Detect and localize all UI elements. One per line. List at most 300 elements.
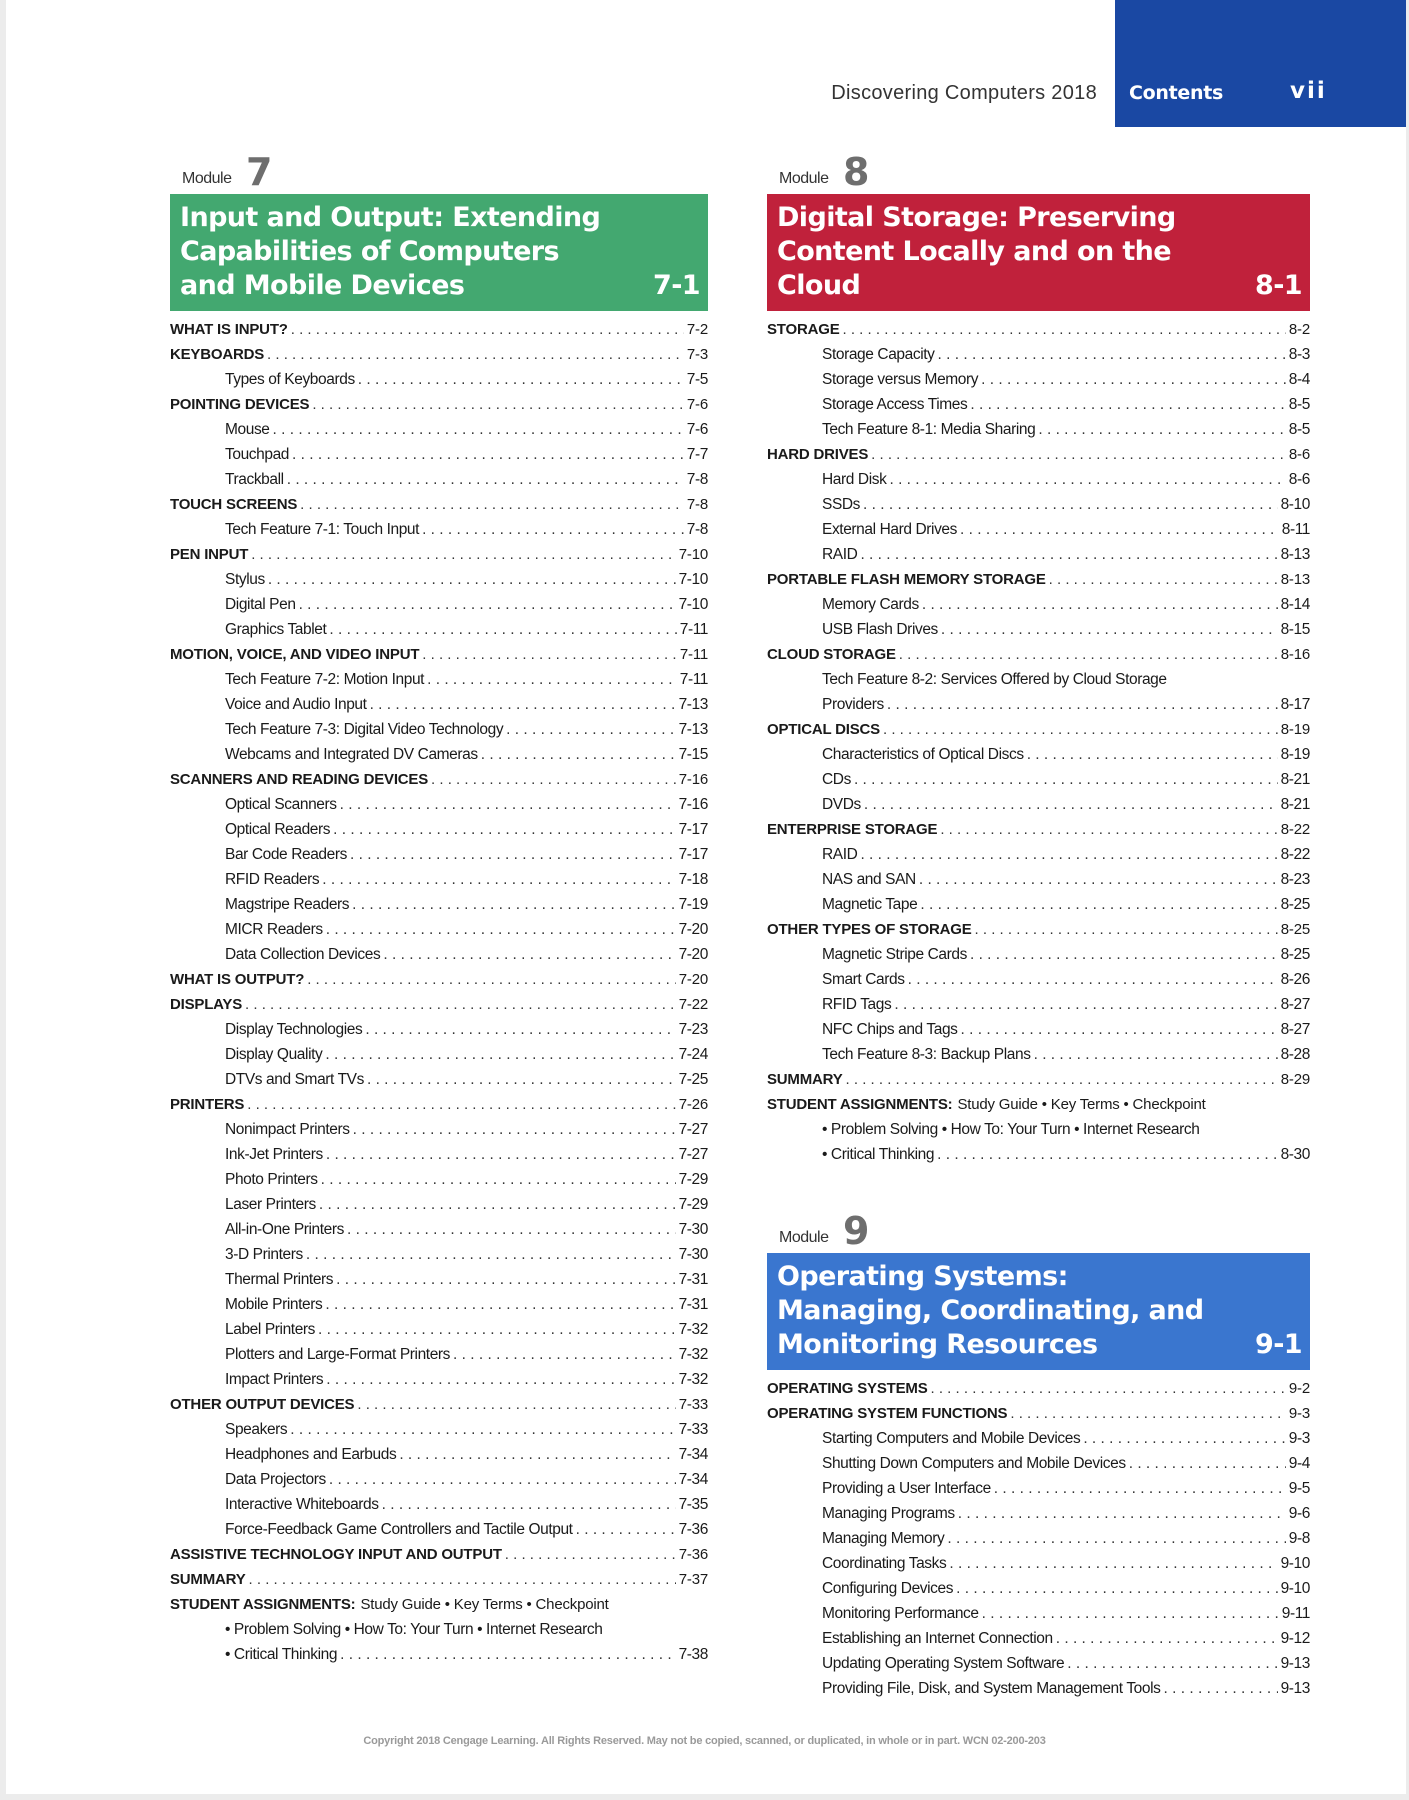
entry-page: 7-6 xyxy=(686,396,708,413)
toc-subsection-entry[interactable] xyxy=(767,1580,1310,1605)
toc-subsection-entry[interactable] xyxy=(767,621,1310,646)
dot-leader xyxy=(350,846,676,864)
entry-page: 8-19 xyxy=(1280,746,1310,763)
dot-leader xyxy=(854,771,1278,789)
entry-page: 8-30 xyxy=(1280,1146,1310,1163)
toc-section-entry[interactable] xyxy=(767,1380,1310,1405)
entry-page: 8-22 xyxy=(1280,821,1310,838)
entry-label: Speakers xyxy=(225,1421,288,1438)
dot-leader xyxy=(1049,571,1278,588)
entry-label: SSDs xyxy=(822,496,861,513)
dot-leader xyxy=(970,396,1285,414)
dot-leader xyxy=(367,1071,676,1089)
dot-leader xyxy=(326,921,676,939)
entry-page: 7-29 xyxy=(678,1171,708,1188)
toc-subsection-entry[interactable] xyxy=(170,721,708,746)
entry-label: CLOUD STORAGE xyxy=(767,646,896,663)
entry-page: 7-20 xyxy=(678,971,708,988)
entry-label: Monitoring Performance xyxy=(822,1605,979,1622)
dot-leader xyxy=(1129,1455,1286,1473)
dot-leader xyxy=(247,1096,676,1113)
entry-page: 7-10 xyxy=(678,571,708,588)
dot-leader xyxy=(312,396,684,413)
entry-page: 9-12 xyxy=(1280,1630,1310,1647)
entry-label: Optical Scanners xyxy=(225,796,337,813)
dot-leader xyxy=(287,471,684,489)
toc-section-entry[interactable] xyxy=(170,646,708,671)
dot-leader xyxy=(843,321,1286,338)
entry-label: PEN INPUT xyxy=(170,546,249,563)
entry-label: All-in-One Printers xyxy=(225,1221,345,1238)
entry-page: 8-10 xyxy=(1280,496,1310,513)
entry-label: NAS and SAN xyxy=(822,871,916,888)
entry-label: MOTION, VOICE, AND VIDEO INPUT xyxy=(170,646,420,663)
assignments-heading: STUDENT ASSIGNMENTS: xyxy=(170,1596,356,1613)
toc-subsection-entry[interactable] xyxy=(170,371,708,396)
module-title-box[interactable] xyxy=(767,194,1310,311)
toc-section-entry[interactable] xyxy=(170,321,708,346)
toc-subsection-entry[interactable] xyxy=(170,1021,708,1046)
entry-label: Shutting Down Computers and Mobile Devices xyxy=(822,1455,1126,1472)
entry-page: 7-13 xyxy=(678,696,708,713)
entry-page: 7-3 xyxy=(686,346,708,363)
entry-label: WHAT IS OUTPUT? xyxy=(170,971,305,988)
entry-page: 8-23 xyxy=(1280,871,1310,888)
module-label xyxy=(170,150,708,194)
entry-label: Tech Feature 7-1: Touch Input xyxy=(225,521,420,538)
toc-section-entry[interactable] xyxy=(767,321,1310,346)
toc-subsection-entry[interactable] xyxy=(170,571,708,596)
entry-page: 9-5 xyxy=(1288,1480,1310,1497)
toc-section-entry[interactable] xyxy=(170,996,708,1021)
toc-subsection-entry[interactable] xyxy=(170,846,708,871)
dot-leader xyxy=(982,1605,1279,1623)
entry-page: 9-3 xyxy=(1288,1405,1310,1422)
entry-page: 9-2 xyxy=(1288,1380,1310,1397)
toc-subsection-entry[interactable] xyxy=(170,1346,708,1371)
toc-subsection-entry[interactable] xyxy=(767,396,1310,421)
toc-subsection-entry[interactable] xyxy=(170,1146,708,1171)
entry-page: 7-32 xyxy=(678,1321,708,1338)
entry-page: 9-11 xyxy=(1281,1605,1310,1622)
toc-subsection-entry[interactable] xyxy=(767,1430,1310,1455)
page-number: vii xyxy=(1290,78,1327,104)
toc-section-entry[interactable] xyxy=(767,721,1310,746)
entry-label: Webcams and Integrated DV Cameras xyxy=(225,746,478,763)
toc-subsection-entry[interactable] xyxy=(767,871,1310,896)
entry-page: 8-26 xyxy=(1280,971,1310,988)
entry-page: 8-3 xyxy=(1288,346,1310,363)
entry-label: Photo Printers xyxy=(225,1171,318,1188)
module-7-column xyxy=(170,150,708,1671)
toc-subsection-entry[interactable] xyxy=(170,1321,708,1346)
toc-subsection-entry[interactable] xyxy=(767,896,1310,921)
entry-label: Optical Readers xyxy=(225,821,331,838)
toc-subsection-entry[interactable] xyxy=(170,871,708,896)
entry-label: Managing Programs xyxy=(822,1505,955,1522)
toc-subsection-entry[interactable] xyxy=(767,1021,1310,1046)
dot-leader xyxy=(863,496,1278,514)
entry-page: 8-13 xyxy=(1280,546,1310,563)
entry-label: DISPLAYS xyxy=(170,996,243,1013)
dot-leader xyxy=(453,1346,676,1364)
module-word: Module xyxy=(779,170,829,187)
entry-label: SUMMARY xyxy=(170,1571,246,1588)
dot-leader xyxy=(422,521,684,539)
entry-page: 7-2 xyxy=(686,321,708,338)
toc-section-entry[interactable] xyxy=(767,1071,1310,1096)
dot-leader xyxy=(1010,1405,1286,1422)
toc-subsection-entry[interactable] xyxy=(767,371,1310,396)
toc-subsection-entry[interactable] xyxy=(767,546,1310,571)
dot-leader xyxy=(961,1021,1278,1039)
dot-leader xyxy=(956,1580,1277,1598)
entry-page: 7-35 xyxy=(678,1496,708,1513)
dot-leader xyxy=(883,721,1278,738)
toc-subsection-entry[interactable] xyxy=(767,1480,1310,1505)
entry-page: 8-25 xyxy=(1280,896,1310,913)
toc-subsection-entry[interactable] xyxy=(767,1455,1310,1480)
dot-leader xyxy=(273,421,684,439)
student-assignments-entry[interactable] xyxy=(170,1596,708,1621)
toc-subsection-entry[interactable] xyxy=(767,746,1310,771)
dot-leader xyxy=(960,521,1279,539)
entry-page: 8-4 xyxy=(1288,371,1310,388)
entry-page: 9-10 xyxy=(1280,1580,1310,1597)
toc-subsection-entry[interactable] xyxy=(170,1071,708,1096)
toc-section-entry[interactable] xyxy=(767,446,1310,471)
toc-subsection-entry[interactable] xyxy=(767,471,1310,496)
contents-tab xyxy=(1115,0,1406,127)
entry-page: 7-17 xyxy=(678,846,708,863)
toc-subsection-entry[interactable] xyxy=(170,1221,708,1246)
entry-page: 7-30 xyxy=(678,1221,708,1238)
dot-leader xyxy=(383,946,675,964)
entry-label: Tech Feature 8-2: Services Offered by Cloud Storage xyxy=(822,671,1167,688)
dot-leader xyxy=(1027,746,1278,764)
dot-leader xyxy=(300,496,684,513)
assignments-continuation[interactable] xyxy=(767,1146,1310,1171)
entry-label: OTHER TYPES OF STORAGE xyxy=(767,921,972,938)
toc-subsection-entry[interactable] xyxy=(767,421,1310,446)
toc-entries xyxy=(170,321,708,1671)
module-word: Module xyxy=(779,1229,829,1246)
toc-section-entry[interactable] xyxy=(170,771,708,796)
dot-leader xyxy=(919,871,1278,889)
entry-page: 9-6 xyxy=(1288,1505,1310,1522)
toc-subsection-entry[interactable] xyxy=(170,696,708,721)
toc-subsection-entry[interactable] xyxy=(767,946,1310,971)
entry-label: POINTING DEVICES xyxy=(170,396,310,413)
dot-leader xyxy=(329,621,676,639)
dot-leader xyxy=(908,971,1278,989)
entry-label: Tech Feature 7-2: Motion Input xyxy=(225,671,425,688)
entry-label: Updating Operating System Software xyxy=(822,1655,1065,1672)
toc-section-entry[interactable] xyxy=(170,396,708,421)
toc-section-entry[interactable] xyxy=(767,646,1310,671)
toc-subsection-entry[interactable] xyxy=(767,1680,1310,1705)
toc-subsection-entry[interactable] xyxy=(170,1046,708,1071)
dot-leader xyxy=(321,1171,676,1189)
entry-page: 7-16 xyxy=(678,796,708,813)
module-number: 9 xyxy=(843,1209,869,1253)
toc-subsection-entry[interactable] xyxy=(170,1121,708,1146)
dot-leader xyxy=(306,1246,676,1264)
dot-leader xyxy=(431,771,676,788)
entry-label: ASSISTIVE TECHNOLOGY INPUT AND OUTPUT xyxy=(170,1546,502,1563)
entry-page: 8-5 xyxy=(1288,396,1310,413)
toc-subsection-entry[interactable] xyxy=(767,796,1310,821)
toc-subsection-entry[interactable] xyxy=(170,471,708,496)
toc-subsection-entry[interactable] xyxy=(767,1630,1310,1655)
entry-page: 7-8 xyxy=(686,521,708,538)
entry-page: 8-27 xyxy=(1280,1021,1310,1038)
toc-subsection-entry[interactable] xyxy=(170,1196,708,1221)
toc-subsection-entry[interactable] xyxy=(767,1605,1310,1630)
dot-leader xyxy=(864,796,1278,814)
dot-leader xyxy=(353,1121,676,1139)
dot-leader xyxy=(358,371,684,389)
entry-page: 7-13 xyxy=(678,721,708,738)
dot-leader xyxy=(291,321,684,338)
dot-leader xyxy=(245,996,676,1013)
assignments-line-1: Study Guide • Key Terms • Checkpoint xyxy=(360,1596,609,1613)
dot-leader xyxy=(325,1296,675,1314)
entry-page: 7-24 xyxy=(678,1046,708,1063)
entry-label: Ink-Jet Printers xyxy=(225,1146,323,1163)
toc-subsection-entry[interactable] xyxy=(767,496,1310,521)
entry-label: Digital Pen xyxy=(225,596,296,613)
toc-section-entry[interactable] xyxy=(170,496,708,521)
toc-subsection-entry[interactable] xyxy=(767,971,1310,996)
dot-leader xyxy=(887,696,1278,714)
toc-subsection-entry[interactable] xyxy=(170,421,708,446)
toc-subsection-entry[interactable] xyxy=(170,1271,708,1296)
dot-leader xyxy=(251,546,676,563)
toc-subsection-entry[interactable] xyxy=(767,1046,1310,1071)
toc-subsection-entry[interactable] xyxy=(170,1171,708,1196)
toc-section-entry[interactable] xyxy=(170,1546,708,1571)
dot-leader xyxy=(1038,421,1285,439)
toc-subsection-entry[interactable] xyxy=(170,446,708,471)
toc-subsection-entry[interactable] xyxy=(767,1530,1310,1555)
toc-subsection-entry[interactable] xyxy=(767,696,1310,721)
toc-subsection-entry[interactable] xyxy=(767,671,1310,696)
assignments-line-2: • Problem Solving • How To: Your Turn • Internet Research xyxy=(225,1621,603,1638)
dot-leader xyxy=(481,746,676,764)
toc-section-entry[interactable] xyxy=(170,971,708,996)
entry-label: Smart Cards xyxy=(822,971,905,988)
entry-label: OPERATING SYSTEM FUNCTIONS xyxy=(767,1405,1008,1422)
dot-leader xyxy=(357,1396,675,1413)
toc-section-entry[interactable] xyxy=(170,1096,708,1121)
toc-subsection-entry[interactable] xyxy=(170,896,708,921)
entry-label: Providers xyxy=(822,696,884,713)
entry-page: 7-10 xyxy=(678,546,708,563)
entry-page: 8-17 xyxy=(1280,696,1310,713)
toc-subsection-entry[interactable] xyxy=(170,921,708,946)
dot-leader xyxy=(949,1555,1277,1573)
entry-page: 7-16 xyxy=(678,771,708,788)
student-assignments-entry[interactable] xyxy=(767,1096,1310,1121)
dot-leader xyxy=(981,371,1286,389)
entry-label: Laser Printers xyxy=(225,1196,316,1213)
entry-label: USB Flash Drives xyxy=(822,621,938,638)
toc-section-entry[interactable] xyxy=(170,1396,708,1421)
dot-leader xyxy=(325,1046,675,1064)
module-word: Module xyxy=(182,170,232,187)
entry-label: Data Collection Devices xyxy=(225,946,381,963)
entry-page: 8-6 xyxy=(1288,446,1310,463)
entry-page: 8-15 xyxy=(1280,621,1310,638)
entry-label: Starting Computers and Mobile Devices xyxy=(822,1430,1081,1447)
entry-page: 7-30 xyxy=(678,1246,708,1263)
dot-leader xyxy=(249,1571,676,1588)
entry-page: 7-8 xyxy=(686,496,708,513)
dot-leader xyxy=(290,1421,675,1439)
assignments-line-3: • Critical Thinking xyxy=(225,1646,338,1663)
dot-leader xyxy=(382,1496,676,1514)
dot-leader xyxy=(399,1446,675,1464)
entry-page: 7-11 xyxy=(679,671,708,688)
toc-section-entry[interactable] xyxy=(170,546,708,571)
entry-label: Managing Memory xyxy=(822,1530,945,1547)
entry-page: 7-23 xyxy=(678,1021,708,1038)
dot-leader xyxy=(940,821,1277,838)
dot-leader xyxy=(506,721,675,739)
entry-page: 7-20 xyxy=(678,921,708,938)
toc-subsection-entry[interactable] xyxy=(767,771,1310,796)
entry-page: 9-10 xyxy=(1280,1555,1310,1572)
entry-label: OPERATING SYSTEMS xyxy=(767,1380,928,1397)
entry-label: Trackball xyxy=(225,471,284,488)
dot-leader xyxy=(326,1371,675,1389)
dot-leader xyxy=(1083,1430,1285,1448)
toc-subsection-entry[interactable] xyxy=(170,1471,708,1496)
toc-section-entry[interactable] xyxy=(767,571,1310,596)
toc-subsection-entry[interactable] xyxy=(767,346,1310,371)
entry-label: Force-Feedback Game Controllers and Tactile Output xyxy=(225,1521,573,1538)
entry-label: WHAT IS INPUT? xyxy=(170,321,288,338)
entry-label: NFC Chips and Tags xyxy=(822,1021,958,1038)
entry-label: RFID Tags xyxy=(822,996,892,1013)
module-title-box[interactable] xyxy=(170,194,708,311)
toc-subsection-entry[interactable] xyxy=(767,596,1310,621)
dot-leader xyxy=(931,1380,1286,1397)
entry-page: 7-29 xyxy=(678,1196,708,1213)
entry-label: CDs xyxy=(822,771,851,788)
dot-leader xyxy=(860,846,1277,864)
toc-section-entry[interactable] xyxy=(170,1571,708,1596)
entry-label: ENTERPRISE STORAGE xyxy=(767,821,938,838)
copyright-footer: Copyright 2018 Cengage Learning. All Rights Reserved. May not be copied, scanned, or duplicated, in whole or in part. WCN 02-200-203 xyxy=(363,1735,1046,1747)
entry-page: 8-6 xyxy=(1288,471,1310,488)
entry-page: 7-36 xyxy=(678,1521,708,1538)
dot-leader xyxy=(1034,1046,1278,1064)
entry-label: Impact Printers xyxy=(225,1371,324,1388)
toc-subsection-entry[interactable] xyxy=(170,1296,708,1321)
assignments-line-2: • Problem Solving • How To: Your Turn • Internet Research xyxy=(822,1121,1200,1138)
entry-label: Tech Feature 8-3: Backup Plans xyxy=(822,1046,1031,1063)
module-start-page: 8-1 xyxy=(1255,270,1302,301)
entry-label: Providing a User Interface xyxy=(822,1480,991,1497)
entry-label: Storage Capacity xyxy=(822,346,935,363)
dot-leader xyxy=(370,696,676,714)
entry-page: 7-37 xyxy=(678,1571,708,1588)
dot-leader xyxy=(947,1530,1285,1548)
dot-leader xyxy=(937,1146,1277,1164)
toc-subsection-entry[interactable] xyxy=(170,821,708,846)
module-number: 8 xyxy=(843,150,869,194)
toc-entries xyxy=(767,1380,1310,1705)
dot-leader xyxy=(352,896,675,914)
module-title-box[interactable] xyxy=(767,1253,1310,1370)
toc-section-entry[interactable] xyxy=(767,821,1310,846)
entry-label: Storage Access Times xyxy=(822,396,968,413)
dot-leader xyxy=(307,971,676,988)
toc-subsection-entry[interactable] xyxy=(170,521,708,546)
toc-subsection-entry[interactable] xyxy=(767,996,1310,1021)
toc-subsection-entry[interactable] xyxy=(170,946,708,971)
assignments-continuation[interactable] xyxy=(170,1646,708,1671)
entry-label: Coordinating Tasks xyxy=(822,1555,947,1572)
dot-leader xyxy=(365,1021,675,1039)
toc-subsection-entry[interactable] xyxy=(170,596,708,621)
module-title: Operating Systems: Managing, Coordinating, and Monitoring Resources xyxy=(777,1261,1204,1360)
entry-page: 7-32 xyxy=(678,1371,708,1388)
entry-page: 7-33 xyxy=(678,1421,708,1438)
entry-label: Plotters and Large-Format Printers xyxy=(225,1346,451,1363)
dot-leader xyxy=(267,346,684,363)
toc-subsection-entry[interactable] xyxy=(170,1446,708,1471)
entry-page: 9-8 xyxy=(1288,1530,1310,1547)
toc-subsection-entry[interactable] xyxy=(170,1421,708,1446)
toc-subsection-entry[interactable] xyxy=(170,621,708,646)
toc-section-entry[interactable] xyxy=(170,346,708,371)
toc-subsection-entry[interactable] xyxy=(170,1371,708,1396)
toc-subsection-entry[interactable] xyxy=(170,1496,708,1521)
dot-leader xyxy=(938,346,1286,364)
toc-section-entry[interactable] xyxy=(767,921,1310,946)
assignments-line-3: • Critical Thinking xyxy=(822,1146,935,1163)
entry-label: HARD DRIVES xyxy=(767,446,869,463)
module-number: 7 xyxy=(246,150,272,194)
toc-subsection-entry[interactable] xyxy=(170,1246,708,1271)
entry-label: SUMMARY xyxy=(767,1071,843,1088)
toc-section-entry[interactable] xyxy=(767,1405,1310,1430)
entry-page: 8-27 xyxy=(1280,996,1310,1013)
dot-leader xyxy=(975,921,1278,938)
entry-label: DTVs and Smart TVs xyxy=(225,1071,364,1088)
toc-subsection-entry[interactable] xyxy=(767,846,1310,871)
toc-subsection-entry[interactable] xyxy=(170,796,708,821)
toc-subsection-entry[interactable] xyxy=(170,1521,708,1546)
entry-label: Bar Code Readers xyxy=(225,846,347,863)
dot-leader xyxy=(326,1146,676,1164)
module-title: Digital Storage: Preserving Content Locally and on the Cloud xyxy=(777,202,1176,301)
toc-subsection-entry[interactable] xyxy=(767,1655,1310,1680)
entry-page: 8-21 xyxy=(1280,771,1310,788)
toc-subsection-entry[interactable] xyxy=(767,1505,1310,1530)
entry-label: Thermal Printers xyxy=(225,1271,334,1288)
entry-page: 8-21 xyxy=(1280,796,1310,813)
entry-label: Interactive Whiteboards xyxy=(225,1496,379,1513)
toc-subsection-entry[interactable] xyxy=(767,1555,1310,1580)
toc-subsection-entry[interactable] xyxy=(767,521,1310,546)
toc-subsection-entry[interactable] xyxy=(170,746,708,771)
toc-subsection-entry[interactable] xyxy=(170,671,708,696)
entry-label: Magnetic Tape xyxy=(822,896,918,913)
